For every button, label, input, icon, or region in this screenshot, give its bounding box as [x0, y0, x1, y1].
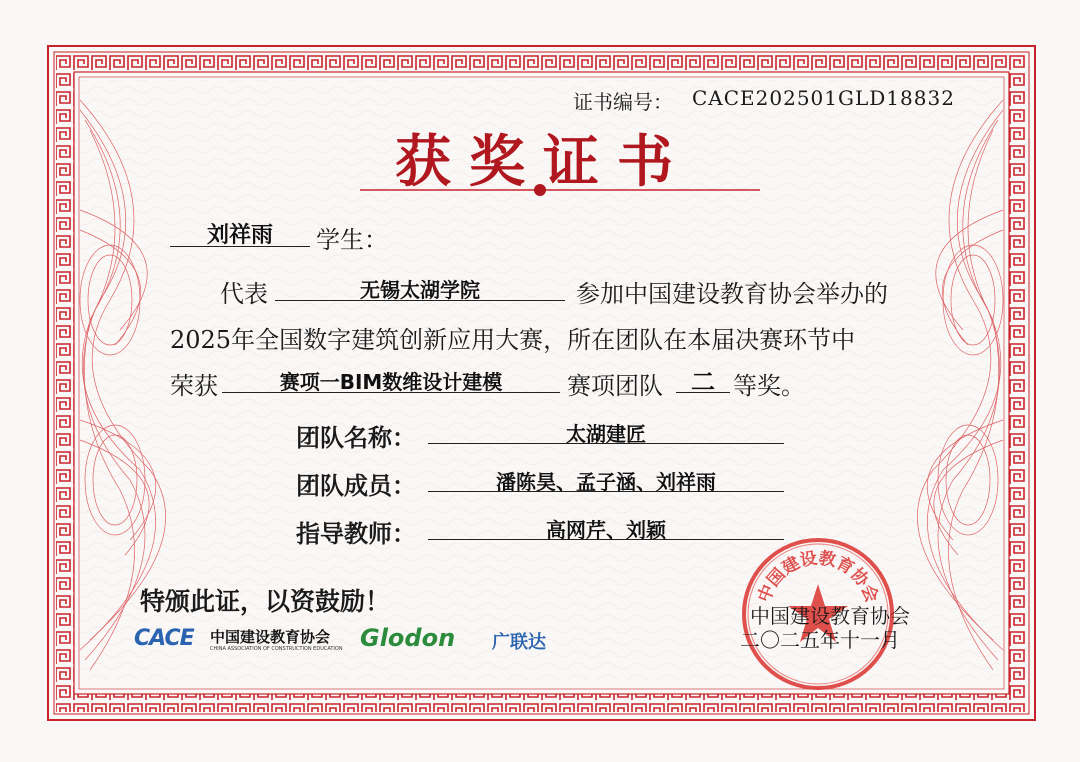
team-members: 潘陈昊、孟子涵、刘祥雨 [496, 470, 716, 494]
event-name: 赛项一BIM数维设计建模 [279, 370, 503, 394]
closing-text: 特颁此证，以资鼓励！ [140, 587, 391, 616]
glodon-chinese-name: 广联达 [492, 632, 546, 653]
team-members-label: 团队成员： [296, 471, 416, 500]
issue-date: 二〇二五年十一月 [740, 628, 900, 652]
cace-mark: CACE [134, 626, 194, 651]
instructors-label: 指导教师： [296, 519, 416, 548]
issuer-name: 中国建设教育协会 [750, 604, 910, 628]
team-name: 太湖建匠 [566, 422, 646, 446]
award-prefix: 荣获 [170, 372, 218, 400]
glodon-logo [360, 624, 570, 658]
cace-logo [134, 624, 346, 658]
certificate-number-label: 证书编号： [573, 90, 673, 114]
award-suffix: 等奖。 [733, 372, 805, 400]
competition-text: 2025年全国数字建筑创新应用大赛，所在团队在本届决赛环节中 [170, 326, 856, 354]
team-name-label: 团队名称： [296, 423, 416, 452]
instructors: 高网芹、刘颖 [546, 518, 666, 542]
certificate-number: CACE202501GLD18832 [692, 86, 955, 110]
svg-text:中国建设教育协会: 中国建设教育协会 [754, 548, 882, 606]
certificate-title: 获奖证书 [395, 130, 691, 195]
cace-english-name: CHINA ASSOCIATION OF CONSTRUCTION EDUCATION [210, 646, 343, 652]
glodon-mark: Glodon [360, 624, 456, 652]
award-rank: 二 [691, 368, 715, 396]
student-suffix: 学生： [316, 226, 388, 254]
cace-chinese-name: 中国建设教育协会 [210, 628, 331, 646]
school-name: 无锡太湖学院 [360, 278, 480, 302]
represent-label: 代表 [220, 280, 268, 308]
award-middle: 赛项团队 [567, 372, 663, 400]
student-name: 刘祥雨 [206, 223, 273, 248]
participate-text: 参加中国建设教育协会举办的 [576, 280, 888, 308]
